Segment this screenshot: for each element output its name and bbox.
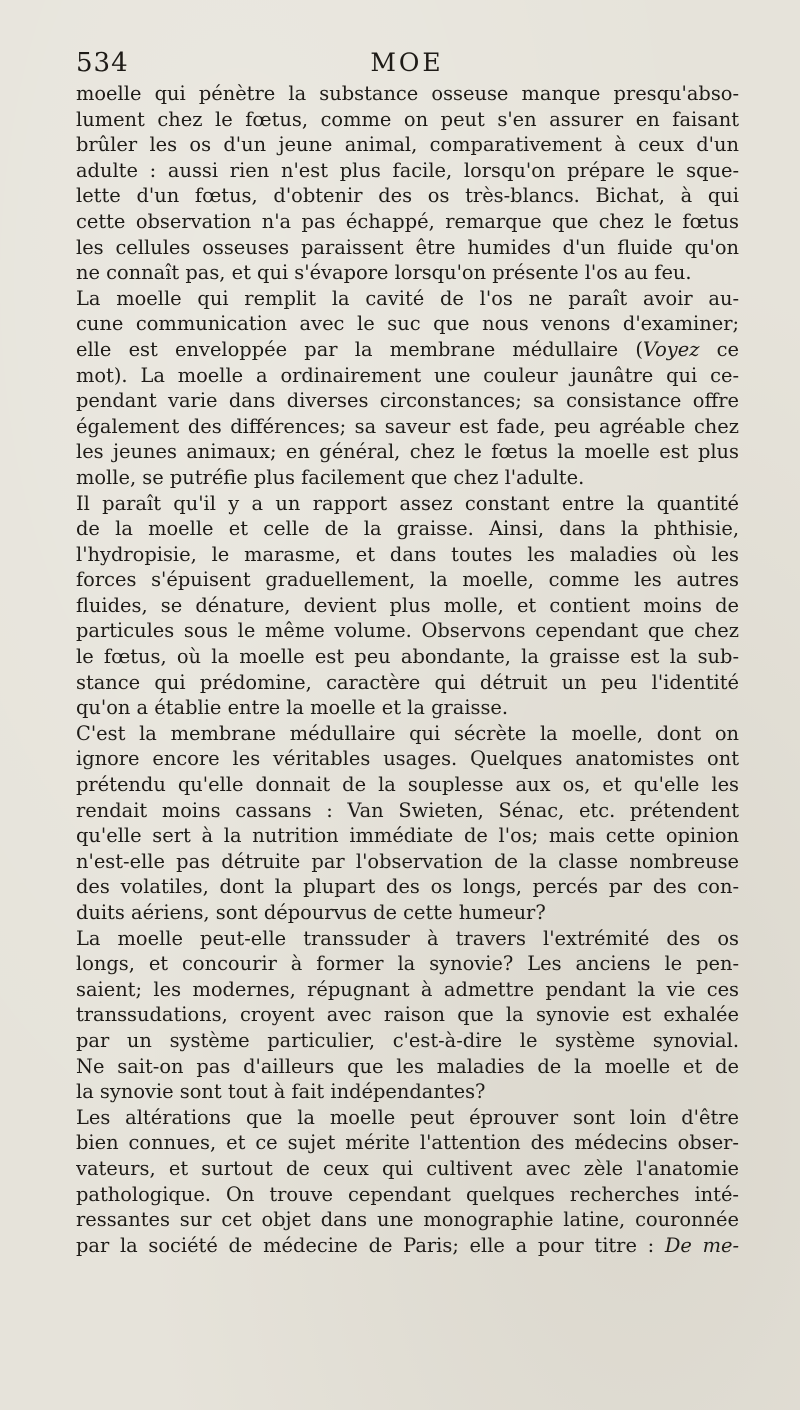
- text-line: pathologique. On trouve cependant quelques recherches inté-: [76, 1182, 739, 1206]
- text-line: moelle qui pénètre la substance osseuse manque presqu'abso-: [76, 82, 739, 105]
- text-line: des volatiles, dont la plupart des os longs, percés par des con-: [76, 875, 739, 899]
- text-line: ignore encore les véritables usages. Quelques anatomistes ont: [76, 747, 739, 771]
- text-line: qu'elle sert à la nutrition immédiate de l'os; mais cette opinion: [76, 824, 739, 848]
- text-line: Il paraît qu'il y a un rapport assez constant entre la quantité: [76, 491, 739, 515]
- text-line: mot). La moelle a ordinairement une couleur jaunâtre qui ce-: [76, 363, 739, 387]
- text-line: cette observation n'a pas échappé, remarque que chez le fœtus: [76, 209, 739, 233]
- running-head: [76, 48, 738, 80]
- text-line: brûler les os d'un jeune animal, comparativement à ceux d'un: [76, 133, 739, 157]
- text-line: transsudations, croyent avec raison que la synovie est exhalée: [76, 1003, 739, 1027]
- text-line: n'est-elle pas détruite par l'observation de la classe nombreuse: [76, 849, 739, 873]
- text-line: ressantes sur cet objet dans une monographie latine, couronnée: [76, 1208, 739, 1232]
- text-line: duits aériens, sont dépourvus de cette humeur?: [76, 901, 546, 924]
- text-line: longs, et concourir à former la synovie? Les anciens le pen-: [76, 952, 739, 976]
- text-line: saient; les modernes, répugnant à admettre pendant la vie ces: [76, 977, 739, 1001]
- text-line: La moelle qui remplit la cavité de l'os ne paraît avoir au-: [76, 286, 739, 310]
- text-line: ne connaît pas, et qui s'évapore lorsqu'on présente l'os au feu.: [76, 261, 692, 285]
- page-number: 534: [76, 48, 129, 78]
- text-line: cune communication avec le suc que nous venons d'examiner;: [76, 312, 739, 336]
- text-line: lument chez le fœtus, comme on peut s'en assurer en faisant: [76, 107, 739, 131]
- text-line: adulte : aussi rien n'est plus facile, lorsqu'on prépare le sque-: [76, 158, 739, 182]
- text-line: prétendu qu'elle donnait de la souplesse aux os, et qu'elle les: [76, 773, 739, 797]
- text-line: l'hydropisie, le marasme, et dans toutes les maladies où les: [76, 542, 739, 566]
- text-line: Les altérations que la moelle peut éprouver sont loin d'être: [76, 1105, 739, 1129]
- text-line: rendait moins cassans : Van Swieten, Sénac, etc. prétendent: [76, 798, 739, 822]
- text-line: vateurs, et surtout de ceux qui cultivent avec zèle l'anatomie: [76, 1156, 739, 1180]
- text-line: La moelle peut-elle transsuder à travers l'extrémité des os: [76, 926, 739, 950]
- running-head-title: MOE: [370, 48, 444, 77]
- text-line: molle, se putréfie plus facilement que chez l'adulte.: [76, 465, 585, 489]
- body-text: [76, 81, 739, 1258]
- text-line: qu'on a établie entre la moelle et la graisse.: [76, 696, 509, 720]
- text-line: par un système particulier, c'est-à-dire le système synovial.: [76, 1028, 739, 1052]
- text-line: de la moelle et celle de la graisse. Ainsi, dans la phthisie,: [76, 517, 739, 541]
- text-line: bien connues, et ce sujet mérite l'attention des médecins obser-: [76, 1131, 739, 1155]
- text-line: elle est enveloppée par la membrane médullaire (Voyez ce: [76, 337, 739, 361]
- text-line: particules sous le même volume. Observons cependant que chez: [76, 619, 739, 643]
- text-line: forces s'épuisent graduellement, la moelle, comme les autres: [76, 568, 739, 592]
- text-line: les cellules osseuses paraissent être humides d'un fluide qu'on: [76, 235, 739, 259]
- text-line: lette d'un fœtus, d'obtenir des os très-blancs. Bichat, à qui: [76, 184, 739, 208]
- text-line: également des différences; sa saveur est fade, peu agréable chez: [76, 414, 739, 438]
- text-line: pendant varie dans diverses circonstances; sa consistance offre: [76, 389, 739, 413]
- text-line: C'est la membrane médullaire qui sécrète la moelle, dont on: [76, 721, 739, 745]
- text-line: fluides, se dénature, devient plus molle, et contient moins de: [76, 593, 739, 617]
- text-line: les jeunes animaux; en général, chez le fœtus la moelle est plus: [76, 440, 739, 464]
- text-line: le fœtus, où la moelle est peu abondante, la graisse est la sub-: [76, 645, 739, 669]
- text-line: Ne sait-on pas d'ailleurs que les maladies de la moelle et de: [76, 1054, 739, 1078]
- text-line: la synovie sont tout à fait indépendantes?: [76, 1080, 486, 1104]
- text-line: stance qui prédomine, caractère qui détruit un peu l'identité: [76, 670, 739, 694]
- text-line: par la société de médecine de Paris; elle a pour titre : De me-: [76, 1233, 739, 1257]
